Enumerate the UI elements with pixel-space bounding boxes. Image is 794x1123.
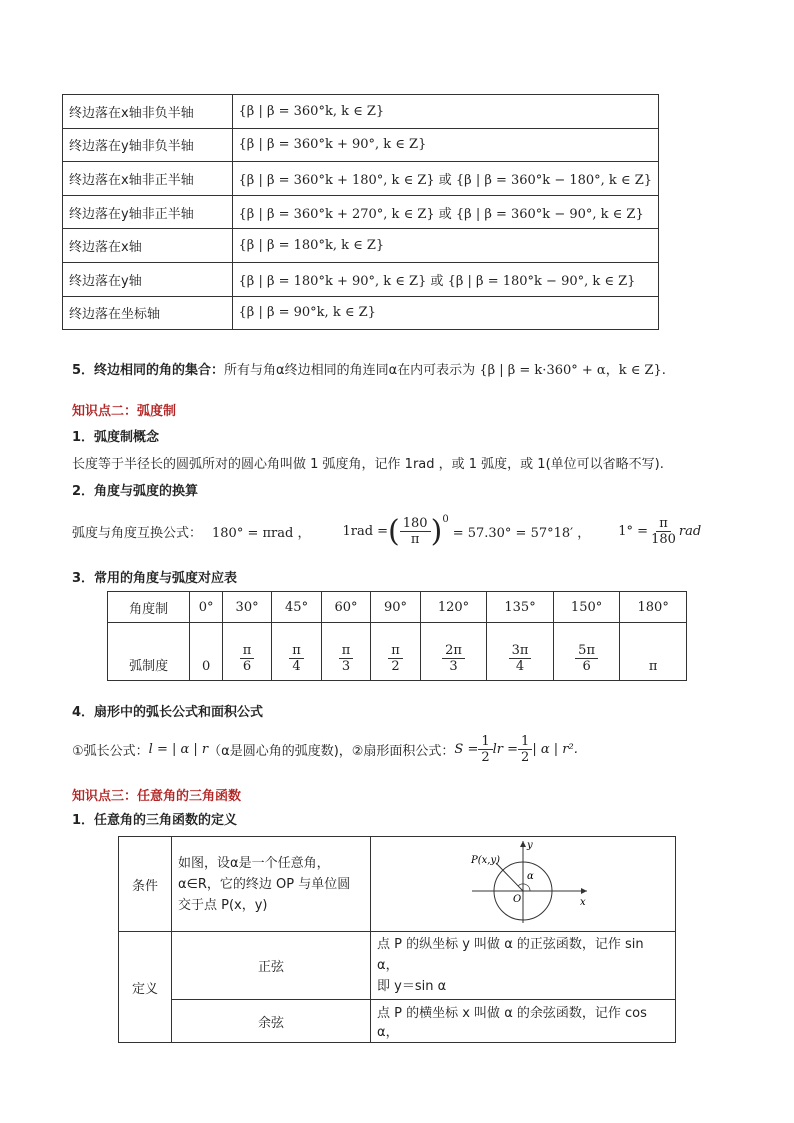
degree-row-label: 角度制 <box>108 592 190 623</box>
x-axis-label: x <box>580 897 586 908</box>
unit-circle-figure <box>371 837 676 932</box>
degree-cell: 150° <box>553 592 620 623</box>
terminal-side-set: {β | β = 360°k + 90°, k ∈ Z} <box>232 128 658 162</box>
degree-radian-table <box>107 591 687 681</box>
radian-row-label: 弧制度 <box>108 623 190 681</box>
y-axis-label: y <box>527 840 533 851</box>
degree-cell: 30° <box>222 592 271 623</box>
degree-cell: 135° <box>487 592 554 623</box>
terminal-side-row <box>63 262 659 296</box>
radian-cell: $\frac{3\pi}{4}$ <box>487 623 554 681</box>
terminal-side-row <box>63 195 659 229</box>
kp2-heading: 知识点二：弧度制 <box>72 404 177 419</box>
terminal-side-set: {β | β = 180°k + 90°, k ∈ Z} 或 {β | β = 180°k − 90°, k ∈ Z} <box>232 262 658 296</box>
terminal-side-label: 终边落在y轴非负半轴 <box>63 128 233 162</box>
radian-cell: $\frac{\pi}{6}$ <box>222 623 271 681</box>
item5-line: 5．终边相同的角的集合：所有与角α终边相同的角连同α在内可表示为 {β | β = k·360° + α，k ∈ Z}. <box>72 363 666 378</box>
terminal-side-label: 终边落在x轴 <box>63 229 233 263</box>
radian-cell: $\frac{\pi}{2}$ <box>371 623 420 681</box>
kp3-s1-title: 1．任意角的三角函数的定义 <box>72 813 238 828</box>
unit-circle-diagram <box>377 839 667 925</box>
terminal-side-label: 终边落在y轴非正半轴 <box>63 195 233 229</box>
terminal-side-row <box>63 229 659 263</box>
alpha-label: α <box>527 871 534 882</box>
terminal-side-set: {β | β = 360°k + 270°, k ∈ Z} 或 {β | β = 360°k − 90°, k ∈ Z} <box>232 195 658 229</box>
terminal-side-row <box>63 95 659 129</box>
degree-cell: 180° <box>620 592 687 623</box>
sine-definition: 点 P 的纵坐标 y 叫做 α 的正弦函数，记作 sin α， 即 y＝sin α <box>371 932 676 1000</box>
s1-title: 1．弧度制概念 <box>72 430 160 445</box>
terminal-side <box>496 863 523 891</box>
terminal-side-row <box>63 128 659 162</box>
terminal-side-set: {β | β = 360°k, k ∈ Z} <box>232 95 658 129</box>
terminal-side-set: {β | β = 90°k, k ∈ Z} <box>232 296 658 330</box>
condition-text: 如图，设α是一个任意角， α∈R，它的终边 OP 与单位圆 交于点 P(x，y) <box>172 837 371 932</box>
radian-cell: π <box>620 623 687 681</box>
terminal-side-label: 终边落在x轴非正半轴 <box>63 162 233 196</box>
s4-title: 4．扇形中的弧长公式和面积公式 <box>72 705 264 720</box>
terminal-side-label: 终边落在坐标轴 <box>63 296 233 330</box>
kp3-heading: 知识点三：任意角的三角函数 <box>72 789 242 804</box>
degree-cell: 120° <box>420 592 487 623</box>
frac-one-half-a: $\frac{1}{2}$ <box>478 734 492 765</box>
degree-cell: 45° <box>272 592 321 623</box>
terminal-side-label: 终边落在x轴非负半轴 <box>63 95 233 129</box>
sector-formulas: ①弧长公式： l = | α | r （α是圆心角的弧度数)，②扇形面积公式： S = $\frac{1}{2}$ lr = $\frac{1}{2}$ | α | r². <box>72 733 578 765</box>
y-axis-arrow <box>520 841 526 847</box>
terminal-side-set: {β | β = 360°k + 180°, k ∈ Z} 或 {β | β = 360°k − 180°, k ∈ Z} <box>232 162 658 196</box>
radian-cell: $\frac{\pi}{3}$ <box>321 623 370 681</box>
s3-title: 3．常用的角度与弧度对应表 <box>72 571 238 586</box>
x-axis-arrow <box>581 888 587 894</box>
radian-cell: $\frac{\pi}{4}$ <box>272 623 321 681</box>
cosine-definition: 点 P 的横坐标 x 叫做 α 的余弦函数，记作 cos α， <box>371 1000 676 1043</box>
radian-cell: 0 <box>190 623 222 681</box>
radian-cell: $\frac{5\pi}{6}$ <box>553 623 620 681</box>
terminal-side-table <box>62 94 659 330</box>
s1-text: 长度等于半径长的圆弧所对的圆心角叫做 1 弧度角，记作 1rad ，或 1 弧度，或 1(单位可以省略不写). <box>72 457 664 472</box>
radian-cell: $\frac{2\pi}{3}$ <box>420 623 487 681</box>
terminal-side-set: {β | β = 180°k, k ∈ Z} <box>232 229 658 263</box>
trig-definition-table <box>118 836 676 1043</box>
sine-label: 正弦 <box>172 932 371 1000</box>
terminal-side-row <box>63 296 659 330</box>
frac-one-half-b: $\frac{1}{2}$ <box>518 734 532 765</box>
s2-title: 2．角度与弧度的换算 <box>72 484 199 499</box>
frac-pi-over-180: $\frac{\pi}{180}$ <box>651 515 676 547</box>
point-p-label: P(x,y) <box>471 855 500 866</box>
definition-label: 定义 <box>119 932 172 1043</box>
conversion-formula: 弧度与角度互换公式： 180° = πrad ， 1rad = ( $\frac{180}{\pi}$ ) $^0$ = 57.30° = 57°18′ ， 1° = $\frac{\pi}{180}$ rad <box>72 513 702 549</box>
cosine-label: 余弦 <box>172 1000 371 1043</box>
condition-label: 条件 <box>119 837 172 932</box>
terminal-side-row <box>63 162 659 196</box>
degree-cell: 60° <box>321 592 370 623</box>
degree-cell: 0° <box>190 592 222 623</box>
terminal-side-label: 终边落在y轴 <box>63 262 233 296</box>
frac-180-over-pi: $\frac{180}{\pi}$ <box>400 516 431 547</box>
degree-cell: 90° <box>371 592 420 623</box>
origin-label: O <box>513 894 522 905</box>
